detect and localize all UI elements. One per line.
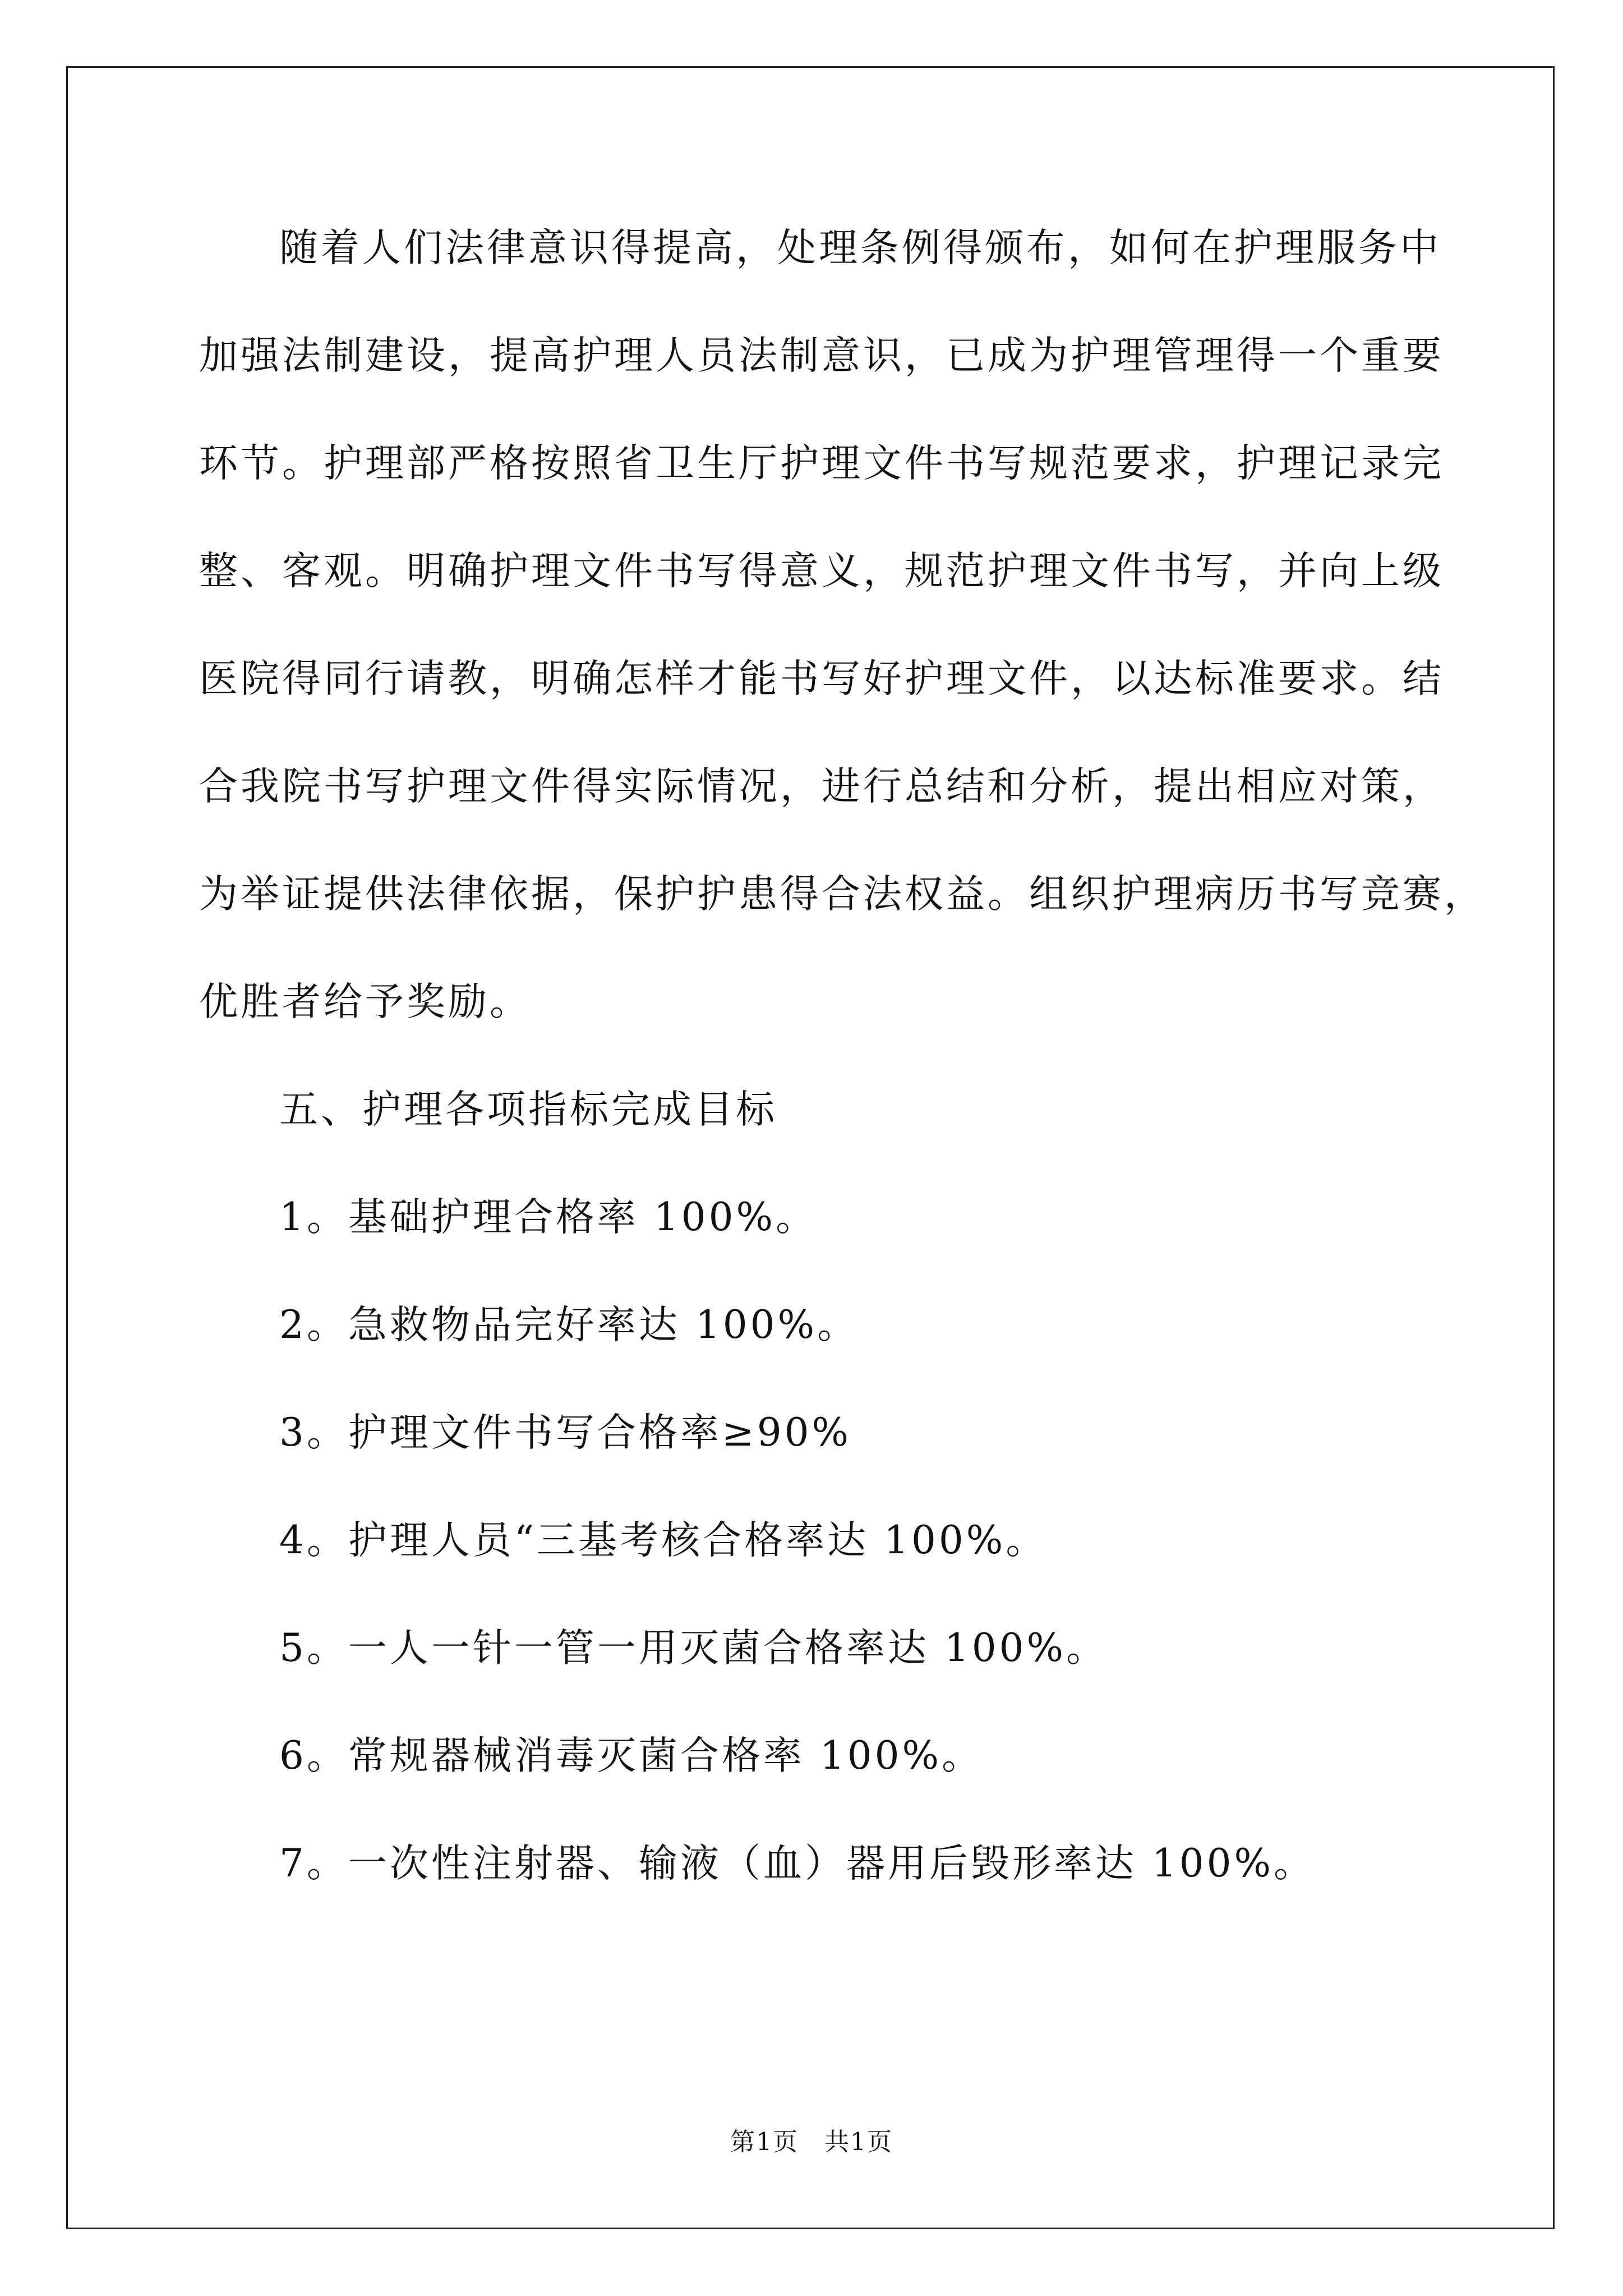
list-item: 7。一次性注射器、输液（血）器用后毁形率达 100%。 (279, 1841, 1316, 1886)
paragraph-line: 环节。护理部严格按照省卫生厅护理文件书写规范要求，护理记录完 (199, 441, 1444, 486)
page-footer: 第1页 共1页 (730, 2128, 893, 2156)
paragraph-line: 合我院书写护理文件得实际情况，进行总结和分析，提出相应对策， (199, 764, 1444, 809)
paragraph-line: 随着人们法律意识得提高，处理条例得颁布，如何在护理服务中 (279, 226, 1441, 270)
list-item: 6。常规器械消毒灭菌合格率 100%。 (279, 1733, 984, 1778)
paragraph-line: 加强法制建设，提高护理人员法制意识，已成为护理管理得一个重要 (199, 333, 1444, 378)
section-heading: 五、护理各项指标完成目标 (279, 1087, 777, 1132)
list-item: 5。一人一针一管一用灭菌合格率达 100%。 (279, 1626, 1108, 1671)
paragraph-line: 医院得同行请教，明确怎样才能书写好护理文件，以达标准要求。结 (199, 656, 1444, 701)
list-item: 4。护理人员“三基考核合格率达 100%。 (279, 1518, 1048, 1563)
paragraph-line: 整、客观。明确护理文件书写得意义，规范护理文件书写，并向上级 (199, 549, 1444, 593)
paragraph-line: 为举证提供法律依据，保护护患得合法权益。组织护理病历书写竞赛， (199, 872, 1486, 917)
list-item: 3。护理文件书写合格率≥90% (279, 1410, 852, 1455)
list-item: 1。基础护理合格率 100%。 (279, 1195, 818, 1240)
page-border (66, 66, 1555, 2229)
list-item: 2。急救物品完好率达 100%。 (279, 1303, 859, 1347)
paragraph-line: 优胜者给予奖励。 (199, 979, 531, 1024)
